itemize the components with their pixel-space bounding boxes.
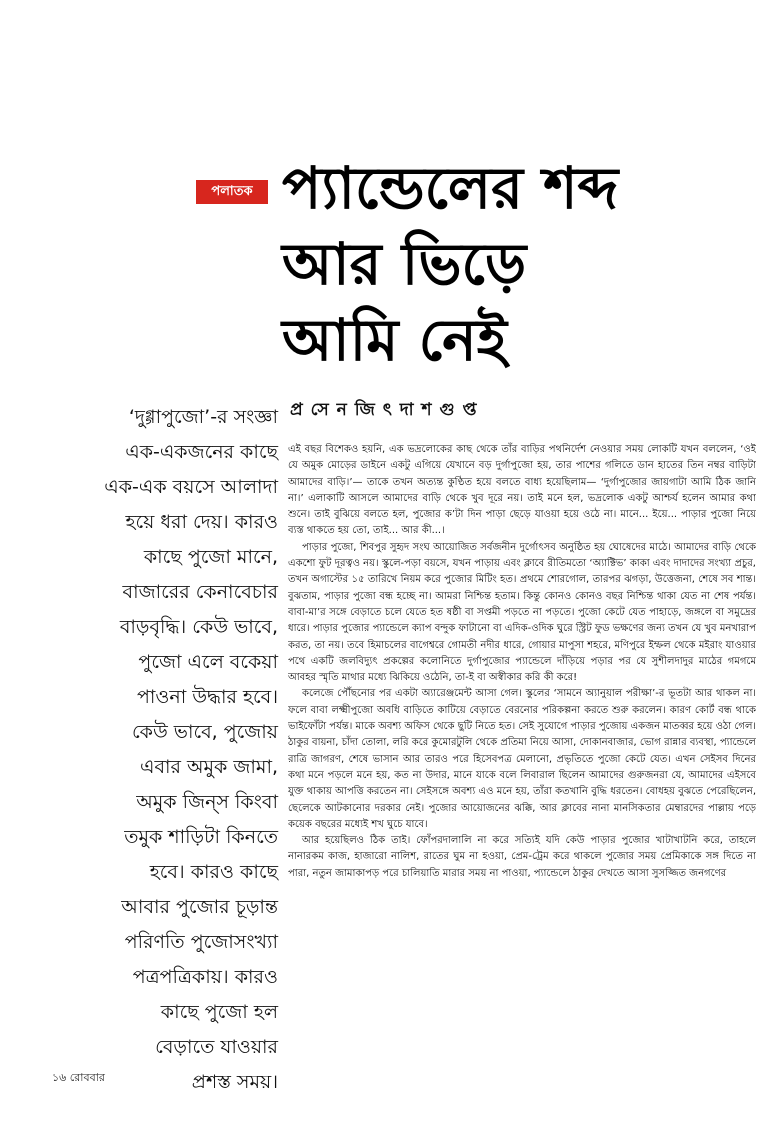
body-paragraph: পাড়ার পুজো, শিবপুর সুহৃদ সংঘ আয়োজিত সর্বজনীন দুর্গোৎসব অনুষ্ঠিত হয় ঘোষেদের মাঠে। আমাদের বাড়ি থেকে একশো ফুট দূরত্বও নয়। স্কুলে-পড়া বয়সে, যখন পাড়ায় এবং ক্লাবে রীতিমতো ‘অ্যাক্টিভ’ কাকা এবং দাদাদের সংখ্যা প্রচুর, তখন অগাস্টের ১৫ তারিখে নিয়ম করে পুজোর মিটিং হত। প্রথমে শোরগোল, তারপর ঝগড়া, উত্তেজনা, শেষে সব শান্ত। বুঝতাম, পাড়ার পুজো বন্ধ হচ্ছে না। আমরা নিশ্চিন্ত হতাম। কিন্তু কোনও কোনও বছর নিশ্চিন্ত থাকা যেত না শেষ পর্যন্ত। বাবা-মা’র সঙ্গে বেড়াতে চলে যেতে হত ষষ্ঠী বা সপ্তমী পড়তে না পড়তে। পুজো কেটে যেত পাহাড়ে, জঙ্গলে বা সমুদ্রের ধারে। পাড়ার পুজোর প্যান্ডেলে ক্যাপ বন্দুক ফাটানো বা এদিক-ওদিক ঘুরে স্ট্রিট ফুড ভক্ষণের জন্য তখন যে খুব মনখারাপ করত, তা নয়। তবে হিমাচলের বাগেশ্বরে গোমতী নদীর ধারে, গোয়ার মাপুসা শহরে, মণিপুরে ইম্ফল থেকে মইরাং যাওয়ার পথে একটি জলবিদ্যুৎ প্রকল্পের কলোনিতে দুর্গাপুজোর প্যান্ডেলে দাঁড়িয়ে পড়ার পর যে সুশীলদাদুর মাঠের গমগমে আবহর স্মৃতি মাথার মধ্যে ঝিকিয়ে ওঠেনি, তা-ই বা অস্বীকার করি কী করে! — [288, 541, 756, 684]
pull-quote-line: পরিণতি পুজোসংখ্যা — [124, 931, 278, 953]
pull-quote-line: হবে। কারও কাছে — [149, 861, 278, 883]
pull-quote-line: ‘দুগ্গাপুজো’-র সংজ্ঞা — [128, 406, 278, 428]
pull-quote-line: এক-একজনের কাছে — [125, 441, 278, 463]
pull-quote-line: কেউ ভাবে, পুজোয় — [131, 721, 278, 743]
pull-quote-line: বাজারের কেনাবেচার — [122, 581, 278, 603]
section-tag: পলাতক — [196, 180, 268, 204]
pull-quote-line: পুজো এলে বকেয়া — [138, 651, 278, 673]
headline-line: আমি নেই — [282, 306, 507, 374]
pull-quote-line: তমুক শাড়িটা কিনতে — [124, 826, 278, 848]
body-paragraph: এই বছর বিশেকও হয়নি, এক ভদ্রলোকের কাছ থেকে তাঁর বাড়ির পথনির্দেশ নেওয়ার সময় লোকটি যখন বললেন, ‘ওই যে অমুক মোড়ের ডাইনে একটু এগিয়ে যেখানে বড় দুর্গাপুজো হয়, তার পাশের গলিতে ডান হাতের তিন নম্বর বাড়িটা আমাদের বাড়ি।’— তাকে তখন অত্যন্ত কুণ্ঠিত হয়ে বলতে বাধ্য হয়েছিলাম— ‘দুর্গাপুজোর জায়গাটা আমি ঠিক জানি না।’ এলাকাটি আসলে আমাদের বাড়ি থেকে খুব দূরে নয়। তাই মনে হল, ভদ্রলোক একটু আশ্চর্য হলেন আমার কথা শুনে। তাই বুঝিয়ে বলতে হল, পুজোর ক’টা দিন পাড়া ছেড়ে যাওয়া হয়ে ওঠে না। মানে... ইয়ে... পাড়ার পুজো নিয়ে ব্যস্ত থাকতে হয় তো, তাই... আর কী...। — [288, 444, 756, 537]
pull-quote-line: কাছে পুজো হল — [160, 1001, 278, 1023]
pull-quote-line: প্রশস্ত সময়। — [191, 1071, 278, 1093]
pull-quote-line: হয়ে ধরা দেয়। কারও — [125, 511, 278, 533]
pull-quote-line: অমুক জিন্‌স কিংবা — [136, 791, 278, 813]
article-body — [288, 442, 756, 1064]
pull-quote-line: পাওনা উদ্ধার হবে। — [136, 686, 278, 708]
body-paragraph: আর হয়েছিলও ঠিক তাই। ফোঁপরদালালি না করে সত্যিই যদি কেউ পাড়ার পুজোর খাটাখাটনি করে, তাহলে নানারকম কাজ, হাজারো নালিশ, রাতের ঘুম না হওয়া, প্রেম-ট্রেম করে থাকলে পুজোর সময় প্রেমিকাকে সঙ্গ দিতে না পারা, নতুন জামাকাপড় পরে চালিয়াতি মারার সময় না পাওয়া, প্যান্ডেলে ঠাকুর দেখতে আসা সুসজ্জিত জনগণের — [288, 835, 756, 879]
pull-quote-line: এক-এক বয়সে আলাদা — [104, 476, 278, 498]
page-folio: ১৬ রোববার — [52, 1071, 105, 1084]
headline-line: আর ভিড়ে — [282, 230, 527, 298]
body-paragraph: কলেজে পৌঁছনোর পর একটা অ্যারেঞ্জমেন্ট আসা গেল। স্কুলের ‘সামনে অ্যানুয়াল পরীক্ষা’-র ভূতটা আর থাকল না। ফলে বাবা লক্ষ্মীপুজো অবধি বাড়িতে কাটিয়ে বেড়াতে বেরনোর পরিকল্পনা করতে শুরু করলেন। কারণ কোর্ট বন্ধ থাকে ভাইফোঁটা পর্যন্ত। মাকে অবশ্য অফিস থেকে ছুটি নিতে হত। সেই সুযোগে পাড়ার পুজোয় একজন মাতব্বর হয়ে ওঠা গেল। ঠাকুর বায়না, চাঁদা তোলা, লরি করে কুমোরটুলি থেকে প্রতিমা নিয়ে আসা, দোকানবাজার, ভোগ রান্নার ব্যবস্থা, প্যান্ডেলে রাত্রি জাগরণ, শেষে ভাসান আর তারও পরে হিসেবপত্র মেলানো, প্রভৃতিতে পুজো কেটে যেত। এখন সেইসব দিনের কথা মনে পড়লে মনে হয়, কত না উদার, মানে যাকে বলে লিবারাল ছিলেন আমাদের গুরুজনরা যে, আমাদের এইসবে যুক্ত থাকায় আপত্তি করতেন না। সেইসঙ্গে অবশ্য এও মনে হয়, তাঁরা কতখানি বুদ্ধি ধরতেন। বোধহয় বুঝতে পেরেছিলেন, ছেলেকে আটকানোর দরকার নেই। পুজোর আয়োজনের ঝক্কি, আর ক্লাবের নানা মানসিকতার মেম্বারদের পাল্লায় পড়ে কয়েক বছরের মধ্যেই শখ ঘুচে যাবে। — [288, 688, 756, 830]
pull-quote-line: বাড়বৃদ্ধি। কেউ ভাবে, — [119, 616, 278, 638]
pull-quote-line: এবার অমুক জামা, — [140, 756, 278, 778]
headline — [282, 150, 752, 378]
pull-quote-line: পত্রপত্রিকায়। কারও — [132, 966, 278, 988]
pull-quote-line: বেড়াতে যাওয়ার — [155, 1036, 278, 1058]
headline-line: প্যান্ডেলের শব্দ — [282, 154, 619, 222]
pull-quote-line: কাছে পুজো মানে, — [143, 546, 278, 568]
pull-quote — [52, 400, 278, 1100]
pull-quote-line: আবার পুজোর চূড়ান্ত — [121, 896, 278, 918]
byline: প্র সে ন জি ৎ দা শ গু প্ত — [290, 400, 478, 420]
